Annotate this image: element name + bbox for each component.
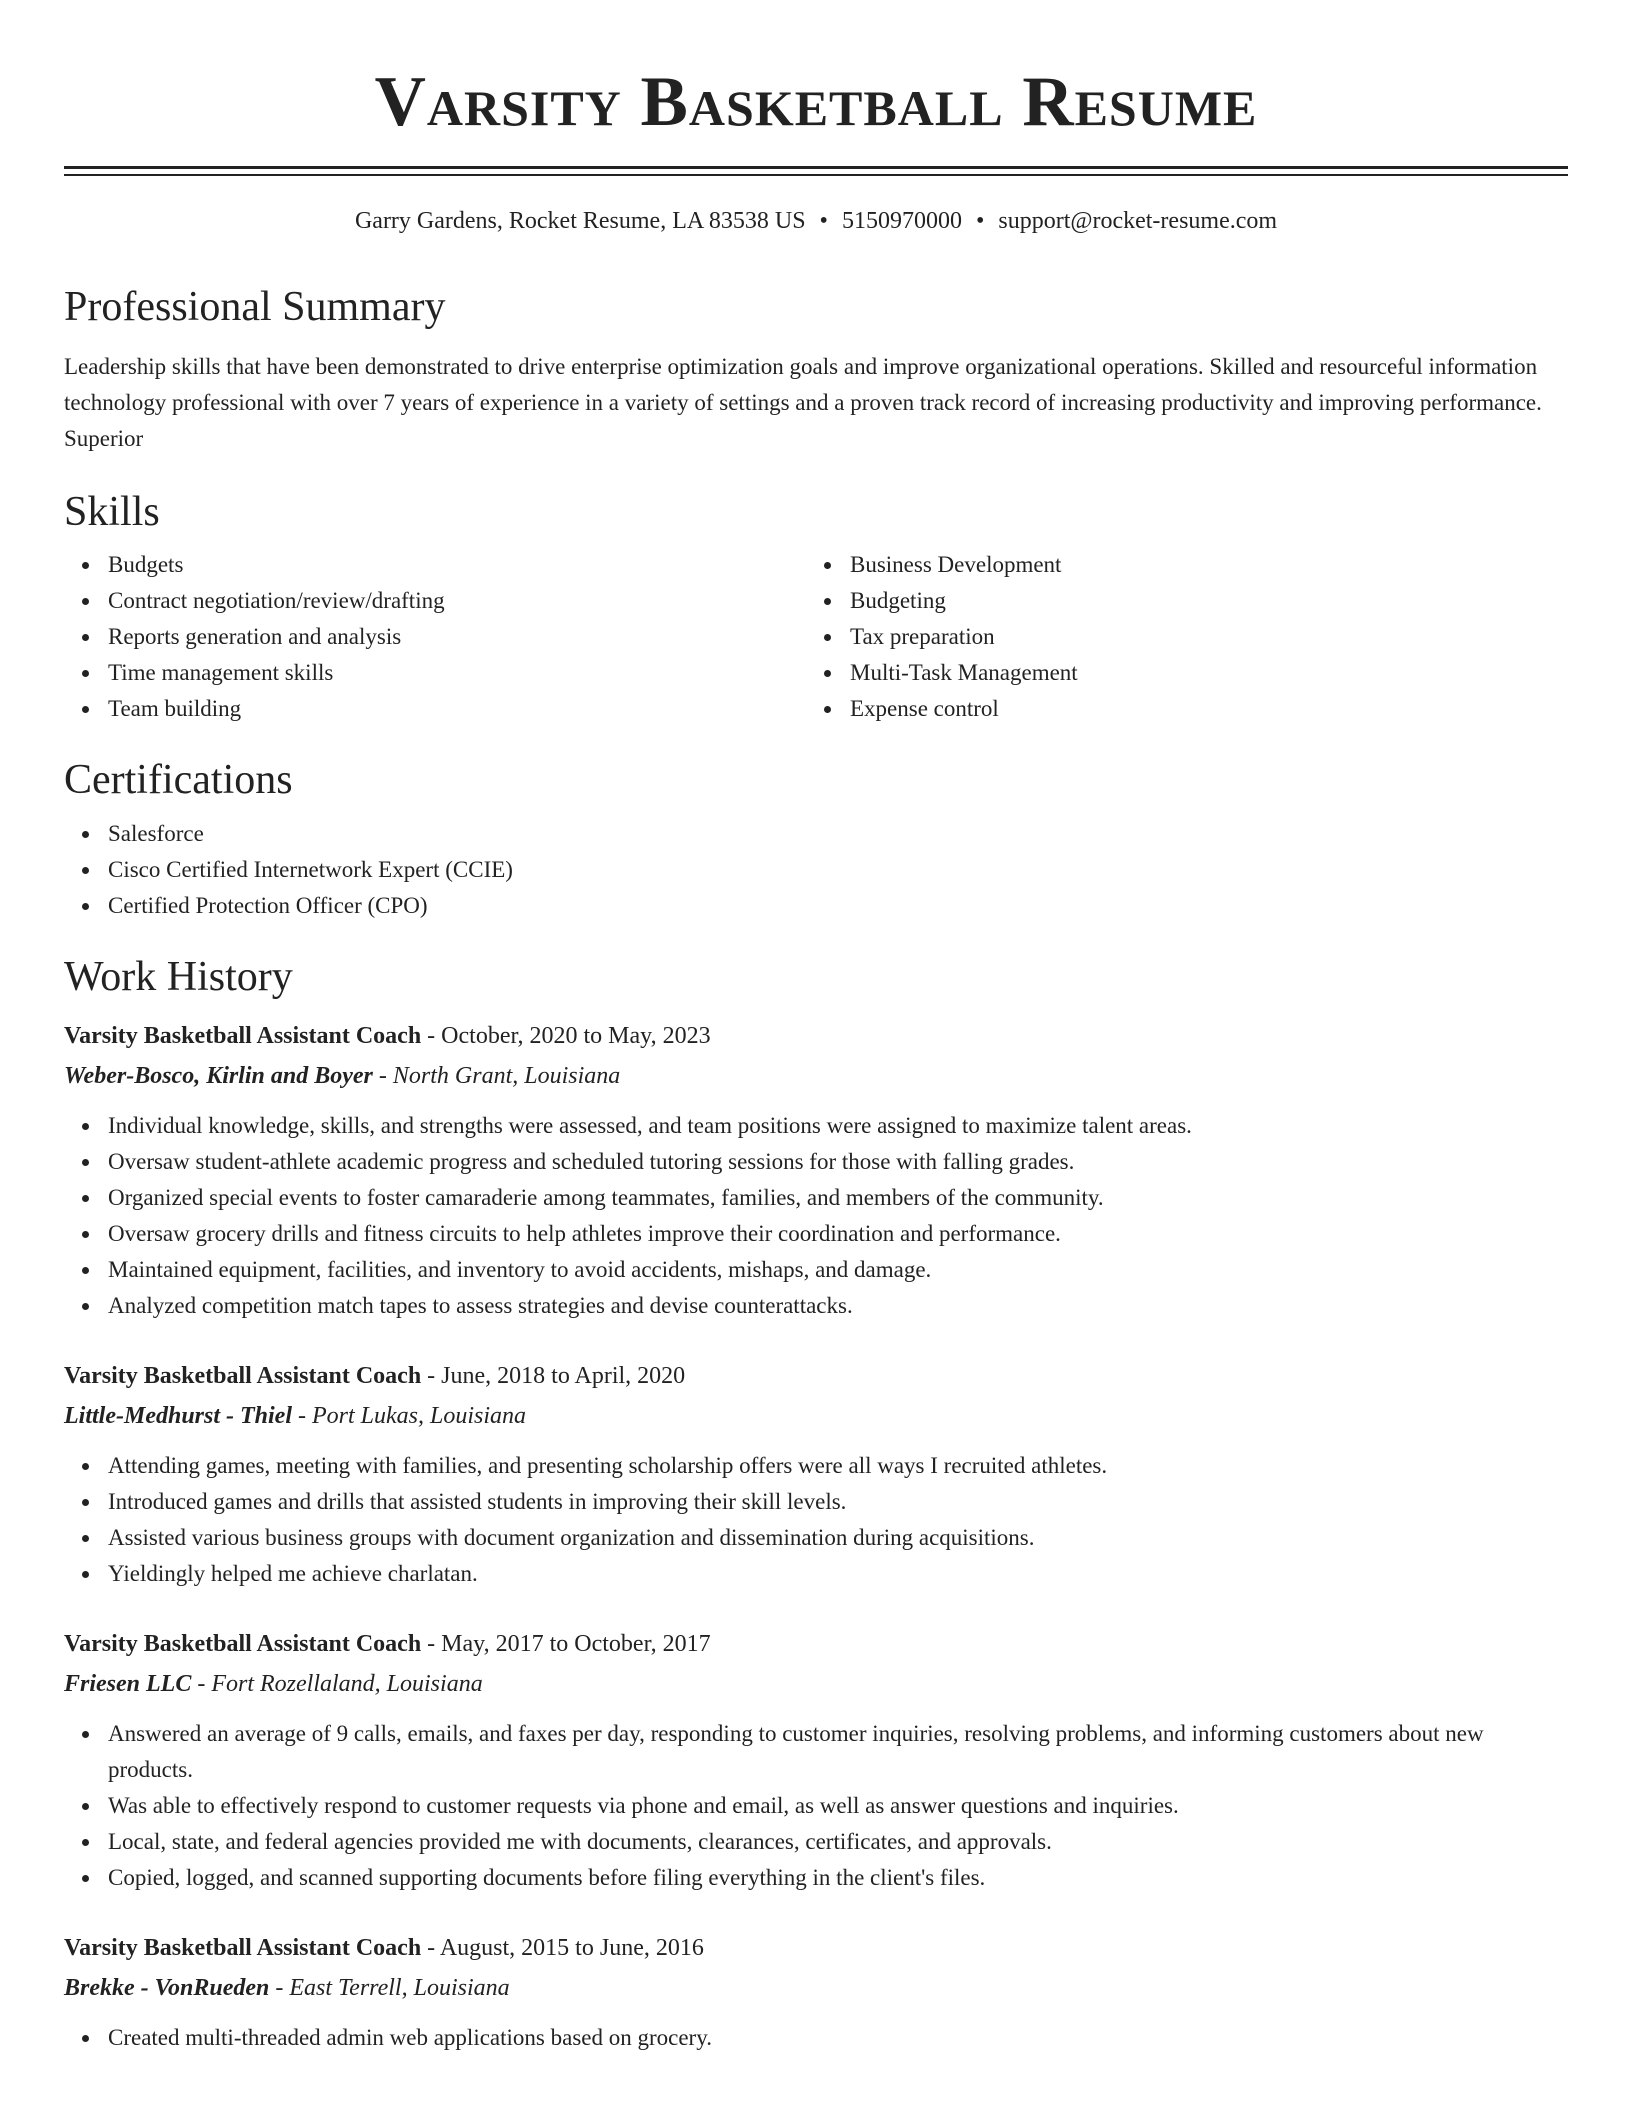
skills-heading: Skills: [64, 489, 160, 535]
job-role: Varsity Basketball Assistant Coach: [64, 1023, 422, 1049]
skill-item: Multi-Task Management: [806, 655, 1548, 691]
skill-item: Team building: [64, 691, 806, 727]
job-dates: May, 2017 to October, 2017: [441, 1631, 711, 1657]
job-entry: [64, 1016, 1568, 1324]
job-title-line: [64, 1016, 1568, 1056]
job-dates: October, 2020 to May, 2023: [441, 1023, 711, 1049]
contact-address: Garry Gardens, Rocket Resume, LA 83538 US: [354, 208, 806, 234]
job-entry: [64, 1928, 1568, 2056]
job-dash: -: [421, 1363, 442, 1389]
job-location: North Grant, Louisiana: [392, 1063, 621, 1089]
contact-phone: 5150970000: [841, 208, 962, 234]
job-dash: -: [191, 1671, 212, 1697]
job-title-line: [64, 1624, 1568, 1664]
job-dash: -: [421, 1935, 440, 1961]
skills-list-right: [806, 547, 1548, 727]
job-dash: -: [292, 1403, 312, 1429]
job-dates: August, 2015 to June, 2016: [439, 1935, 704, 1961]
skills-list-left: [64, 547, 806, 727]
skill-item: Time management skills: [64, 655, 806, 691]
title-divider-thin: [64, 174, 1568, 176]
job-company: Little-Medhurst - Thiel: [64, 1403, 292, 1429]
job-bullet: Yieldingly helped me achieve charlatan.: [64, 1556, 1568, 1592]
certification-item: Cisco Certified Internetwork Expert (CCIE): [64, 852, 1568, 888]
skill-item: Expense control: [806, 691, 1548, 727]
job-location: Fort Rozellaland, Louisiana: [211, 1671, 483, 1697]
job-bullets: [64, 2020, 1568, 2056]
job-role: Varsity Basketball Assistant Coach: [64, 1935, 422, 1961]
skill-item: Contract negotiation/review/drafting: [64, 583, 806, 619]
job-dash: -: [372, 1063, 393, 1089]
skills-columns: [64, 547, 1568, 727]
job-dash: -: [421, 1631, 442, 1657]
job-company-line: [64, 1664, 1568, 1704]
job-bullets: [64, 1108, 1568, 1324]
work-history-heading: Work History: [64, 954, 293, 1000]
job-dash: -: [421, 1023, 442, 1049]
job-company-line: [64, 1056, 1568, 1096]
job-bullet: Copied, logged, and scanned supporting documents before filing everything in the client's files.: [64, 1860, 1568, 1896]
resume-title: Varsity Basketball Resume: [374, 63, 1258, 141]
job-bullets: [64, 1448, 1568, 1592]
certification-item: Salesforce: [64, 816, 1568, 852]
job-bullet: Local, state, and federal agencies provided me with documents, clearances, certificates, and approvals.: [64, 1824, 1568, 1860]
job-company-line: [64, 1396, 1568, 1436]
job-role: Varsity Basketball Assistant Coach: [64, 1631, 422, 1657]
skill-item: Reports generation and analysis: [64, 619, 806, 655]
job-company: Friesen LLC: [64, 1671, 192, 1697]
job-title-line: [64, 1928, 1568, 1968]
skill-item: Business Development: [806, 547, 1548, 583]
job-entry: [64, 1356, 1568, 1592]
job-company: Brekke - VonRueden: [64, 1975, 270, 2001]
contact-separator: •: [819, 208, 828, 234]
job-bullet: Maintained equipment, facilities, and inventory to avoid accidents, mishaps, and damage.: [64, 1252, 1568, 1288]
contact-separator: •: [975, 208, 985, 234]
job-dash: -: [269, 1975, 290, 2001]
summary-heading: Professional Summary: [64, 284, 446, 330]
job-company: Weber-Bosco, Kirlin and Boyer: [64, 1063, 373, 1089]
job-location: Port Lukas, Louisiana: [312, 1403, 527, 1429]
contact-email: support@rocket-resume.com: [998, 208, 1278, 234]
job-bullet: Analyzed competition match tapes to assess strategies and devise counterattacks.: [64, 1288, 1568, 1324]
resume-page: [64, 0, 1568, 2056]
job-location: East Terrell, Louisiana: [289, 1975, 510, 2001]
job-company-line: [64, 1968, 1568, 2008]
job-title-line: [64, 1356, 1568, 1396]
job-bullet: Introduced games and drills that assisted students in improving their skill levels.: [64, 1484, 1568, 1520]
job-bullet: Assisted various business groups with document organization and dissemination during acquisitions.: [64, 1520, 1568, 1556]
job-role: Varsity Basketball Assistant Coach: [64, 1363, 422, 1389]
job-bullet: Oversaw student-athlete academic progress and scheduled tutoring sessions for those with falling grades.: [64, 1144, 1568, 1180]
job-bullet: Created multi-threaded admin web applications based on grocery.: [64, 2020, 1568, 2056]
job-bullet: Oversaw grocery drills and fitness circuits to help athletes improve their coordination and performance.: [64, 1216, 1568, 1252]
job-dates: June, 2018 to April, 2020: [441, 1363, 686, 1389]
certifications-heading: Certifications: [64, 757, 293, 803]
job-bullets: [64, 1716, 1568, 1896]
skill-item: Tax preparation: [806, 619, 1548, 655]
job-bullet: Attending games, meeting with families, and presenting scholarship offers were all ways I recruited athletes.: [64, 1448, 1568, 1484]
job-bullet: Organized special events to foster camaraderie among teammates, families, and members of the community.: [64, 1180, 1568, 1216]
job-entry: [64, 1624, 1568, 1896]
job-bullet: Answered an average of 9 calls, emails, and faxes per day, responding to customer inquiries, resolving problems, and informing customers about new products.: [64, 1716, 1568, 1788]
certification-item: Certified Protection Officer (CPO): [64, 888, 1568, 924]
summary-text: Leadership skills that have been demonstrated to drive enterprise optimization goals and improve organizational operations. Skilled and resourceful information technology professional with over 7 years of experience in a variety of settings and a proven track record of increasing productivity and improving performance. Superior: [64, 354, 1542, 451]
certifications-list: [64, 816, 1568, 924]
contact-line: [64, 206, 1568, 236]
skill-item: Budgeting: [806, 583, 1548, 619]
job-bullet: Was able to effectively respond to customer requests via phone and email, as well as answer questions and inquiries.: [64, 1788, 1568, 1824]
skill-item: Budgets: [64, 547, 806, 583]
title-divider-thick: [64, 166, 1568, 169]
job-bullet: Individual knowledge, skills, and strengths were assessed, and team positions were assigned to maximize talent areas.: [64, 1108, 1568, 1144]
